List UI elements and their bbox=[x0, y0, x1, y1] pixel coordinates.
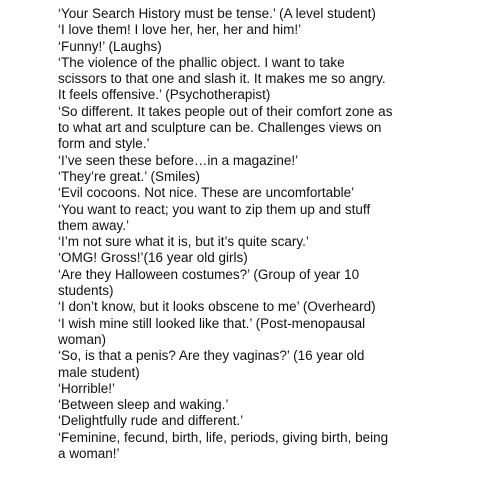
text-line: ‘I wish mine still looked like that.’ (Post-menopausal bbox=[58, 315, 366, 331]
text-line: ‘I’ve seen these before…in a magazine!’ bbox=[58, 152, 299, 168]
quotes-text-block bbox=[58, 6, 474, 462]
text-line: ‘They’re great.’ (Smiles) bbox=[58, 168, 201, 184]
text-line: ‘Funny!’ (Laughs) bbox=[58, 38, 162, 54]
text-line: ‘OMG! Gross!’(16 year old girls) bbox=[58, 250, 248, 266]
text-line: ‘Evil cocoons. Not nice. These are uncomfortable’ bbox=[58, 185, 355, 201]
text-line: ‘I don’t know, but it looks obscene to me’ (Overheard) bbox=[58, 299, 376, 315]
text-line: male student) bbox=[58, 364, 140, 380]
text-line: ‘Between sleep and waking.’ bbox=[58, 397, 229, 413]
text-line: ‘Horrible!’ bbox=[58, 380, 116, 396]
text-line: ‘I’m not sure what it is, but it’s quite scary.’ bbox=[58, 234, 309, 250]
text-line: ‘Feminine, fecund, birth, life, periods, giving birth, being bbox=[58, 429, 389, 445]
text-line: ‘Your Search History must be tense.’ (A level student) bbox=[58, 6, 376, 21]
text-line: It feels offensive.’ (Psychotherapist) bbox=[58, 87, 271, 103]
text-line: ‘You want to react; you want to zip them up and stuff bbox=[58, 201, 371, 217]
text-line: ‘I love them! I love her, her, her and him!’ bbox=[58, 22, 302, 38]
text-line: form and style.’ bbox=[58, 136, 150, 152]
text-line: woman) bbox=[58, 331, 107, 347]
text-line: students) bbox=[58, 283, 114, 299]
text-line: a woman!’ bbox=[58, 446, 120, 462]
text-line: ‘The violence of the phallic object. I want to take bbox=[58, 54, 345, 70]
text-line: ‘Are they Halloween costumes?’ (Group of year 10 bbox=[58, 266, 360, 282]
text-line: ‘Delightfully rude and different.’ bbox=[58, 413, 244, 429]
text-line: to what art and sculpture can be. Challenges views on bbox=[58, 120, 382, 136]
text-line: them away.’ bbox=[58, 217, 130, 233]
text-line: ‘So, is that a penis? Are they vaginas?’ (16 year old bbox=[58, 348, 365, 364]
text-line: scissors to that one and slash it. It makes me so angry. bbox=[58, 71, 386, 87]
text-line: ‘So different. It takes people out of their comfort zone as bbox=[58, 103, 393, 119]
